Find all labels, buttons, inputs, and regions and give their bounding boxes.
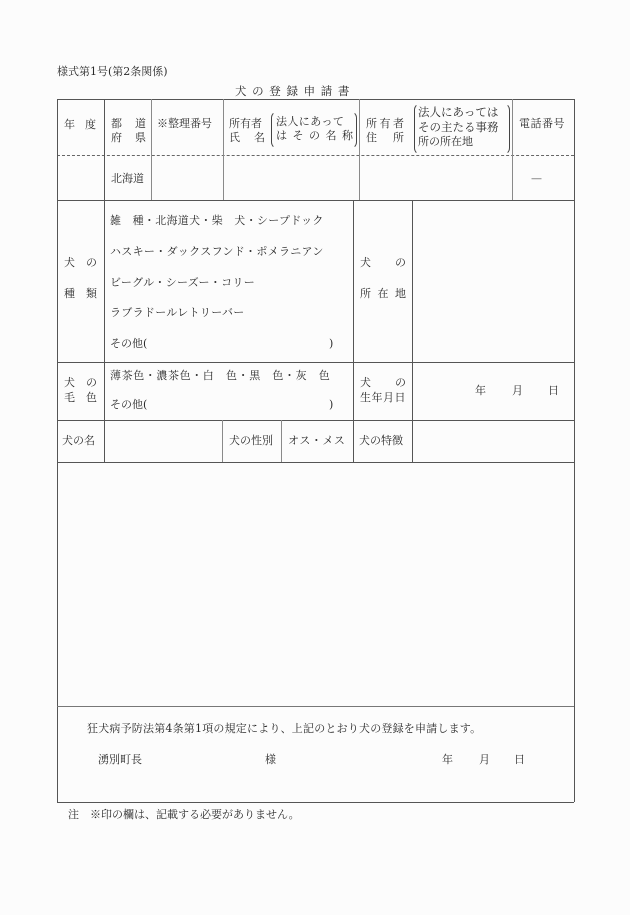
- label-char: 色: [86, 391, 97, 404]
- location-label-line: [360, 287, 406, 301]
- breed-label-line: [64, 287, 97, 301]
- header-char: 者: [393, 117, 404, 130]
- name-label: 犬の名: [62, 434, 95, 447]
- col-divider: [512, 99, 513, 200]
- table-border-right: [574, 99, 575, 802]
- label-char: 在: [377, 287, 389, 300]
- sex-label: 犬の性別: [229, 434, 273, 447]
- declaration-statement: 狂犬病予防法第4条第1項の規定により、上記のとおり犬の登録を申請します。: [87, 722, 482, 735]
- header-year: [64, 118, 96, 132]
- color-label-line: [64, 376, 97, 390]
- label-char: 地: [395, 287, 406, 300]
- header-phone: 電話番号: [519, 117, 565, 130]
- table-border-top: [57, 99, 574, 100]
- header-owner-address-line: [366, 117, 404, 131]
- header-prefecture-line: [111, 117, 146, 131]
- declaration-divider: [57, 706, 574, 707]
- form-number: 様式第1号(第2条関係): [57, 65, 168, 78]
- breed-other-label: その他(: [110, 337, 148, 350]
- breed-option-line[interactable]: 雑 種・北海道犬・柴 犬・シープドック: [110, 214, 324, 227]
- label-char: 犬: [64, 376, 75, 389]
- owner-address-field[interactable]: [360, 156, 511, 200]
- unit-day: 日: [514, 753, 525, 766]
- header-char: 有: [379, 117, 391, 130]
- footnote: 注 ※印の欄は、記載する必要がありません。: [68, 808, 300, 821]
- label-char: 犬: [64, 256, 75, 269]
- honorific: 様: [265, 753, 276, 766]
- unit-year: 年: [442, 753, 453, 766]
- breed-option-line[interactable]: ラブラドールレトリーバー: [110, 306, 245, 319]
- header-owner-address-line: [366, 131, 404, 145]
- header-char: 道: [135, 117, 146, 130]
- breed-other-close: ): [329, 337, 334, 350]
- col-divider: [281, 420, 282, 462]
- breed-other-field[interactable]: [152, 334, 326, 352]
- color-other-close: ): [329, 398, 334, 411]
- table-border-bottom: [57, 802, 574, 803]
- label-char: の: [86, 256, 97, 269]
- prefecture-value: 北海道: [111, 172, 144, 185]
- owner-address-note-line: 法人にあっては: [418, 105, 499, 119]
- header-char: 氏: [229, 131, 240, 144]
- location-label-line: [360, 256, 406, 270]
- dog-name-field[interactable]: [105, 421, 221, 461]
- label-char: 毛: [64, 391, 75, 404]
- header-char: 府: [111, 131, 122, 144]
- blank-area[interactable]: [58, 463, 573, 705]
- label-char: 類: [86, 287, 97, 300]
- label-char: の: [86, 376, 97, 389]
- label-char: 犬: [360, 376, 371, 389]
- header-year-char: 度: [85, 118, 96, 131]
- owner-name-field[interactable]: [224, 156, 358, 200]
- header-char: 所: [366, 117, 377, 130]
- unit-month: 月: [479, 753, 490, 766]
- birthdate-label-line: 生年月日: [360, 391, 406, 404]
- label-char: 犬: [360, 256, 371, 269]
- unit-month: 月: [512, 384, 523, 397]
- header-owner-name-line: 所有者: [229, 117, 262, 130]
- header-char: 都: [111, 117, 122, 130]
- color-other-field[interactable]: [152, 395, 326, 413]
- owner-name-note-line: はその名称: [276, 129, 359, 142]
- label-char: の: [395, 256, 406, 269]
- col-divider: [222, 420, 223, 462]
- features-label: 犬の特徴: [359, 434, 403, 447]
- sex-options[interactable]: オス・メス: [288, 434, 346, 447]
- year-field[interactable]: [58, 156, 104, 200]
- header-char: 県: [135, 131, 146, 144]
- color-other-label: その他(: [110, 398, 148, 411]
- breed-option-line[interactable]: ハスキー・ダックスフンド・ポメラニアン: [110, 245, 324, 258]
- col-divider: [104, 99, 105, 200]
- header-char: 所: [393, 131, 404, 144]
- phone-field[interactable]: —: [531, 172, 542, 185]
- header-char: 名: [254, 131, 265, 144]
- col-divider: [353, 200, 354, 462]
- unit-day: 日: [548, 384, 559, 397]
- header-year-char: 年: [64, 118, 75, 131]
- color-options[interactable]: 薄茶色・濃茶色・白 色・黒 色・灰 色: [110, 369, 331, 382]
- features-field[interactable]: [413, 421, 573, 461]
- header-owner-name-line: [229, 131, 265, 145]
- form-title: 犬 の 登 録 申 請 書: [235, 84, 351, 98]
- addressee: 湧別町長: [98, 753, 142, 766]
- birthdate-label-line: [360, 376, 406, 390]
- declaration-date[interactable]: [430, 753, 530, 769]
- color-label-line: [64, 391, 97, 405]
- location-field[interactable]: [413, 201, 573, 361]
- header-char: 住: [366, 131, 377, 144]
- label-char: 所: [360, 287, 371, 300]
- owner-address-note-line: その主たる事務: [418, 120, 499, 134]
- header-reference-number: ※整理番号: [157, 117, 212, 130]
- owner-name-note-line: 法人にあって: [276, 115, 345, 128]
- breed-option-line[interactable]: ビーグル・シーズー・コリー: [110, 276, 256, 289]
- reference-number-field[interactable]: [152, 156, 222, 200]
- label-char: の: [395, 376, 406, 389]
- breed-label-line: [64, 256, 97, 270]
- header-prefecture-line: [111, 131, 146, 145]
- owner-address-note-line: 所の所在地: [418, 135, 473, 148]
- label-char: 種: [64, 287, 75, 300]
- birthdate-field[interactable]: [413, 363, 573, 419]
- unit-year: 年: [475, 384, 486, 397]
